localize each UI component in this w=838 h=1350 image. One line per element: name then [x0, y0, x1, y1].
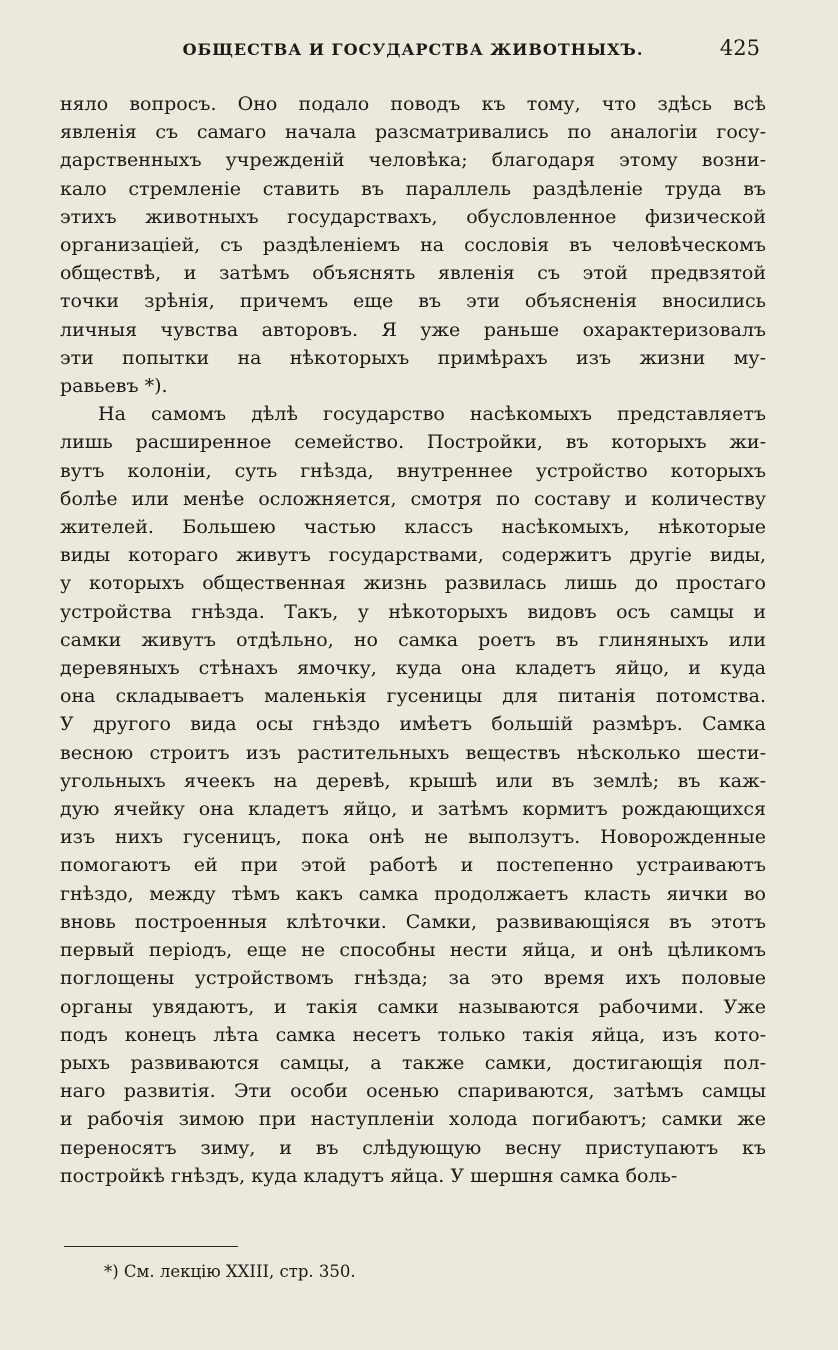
text-line: самки живутъ отдѣльно, но самка роетъ въ глиняныхъ или	[60, 628, 766, 651]
footnote: *) См. лекцію XXIII, стр. 350.	[104, 1262, 356, 1281]
text-line: кало стремленіе ставить въ параллель раздѣленіе труда въ	[60, 177, 766, 200]
text-line: личныя чувства авторовъ. Я уже раньше охарактеризовалъ	[60, 318, 766, 341]
text-line: обществѣ, и затѣмъ объяснять явленія съ этой предвзятой	[60, 262, 766, 285]
page-number: 425	[719, 36, 760, 60]
text-line: она складываетъ маленькія гусеницы для питанія потомства.	[60, 685, 766, 708]
footnote-separator	[64, 1246, 238, 1247]
text-line: у которыхъ общественная жизнь развилась лишь до простаго	[60, 572, 766, 595]
text-line: жителей. Большею частью классъ насѣкомыхъ, нѣкоторые	[60, 516, 766, 539]
text-line: постройкѣ гнѣздъ, куда кладутъ яйца. У шершня самка боль-	[60, 1164, 678, 1187]
text-line: органы увядаютъ, и такія самки называются рабочими. Уже	[60, 995, 766, 1018]
text-line: угольныхъ ячеекъ на деревѣ, крышѣ или въ землѣ; въ каж-	[60, 769, 766, 792]
paragraph	[60, 90, 766, 400]
text-line: болѣе или менѣе осложняется, смотря по составу и количеству	[60, 487, 766, 510]
running-title: ОБЩЕСТВА И ГОСУДАРСТВА ЖИВОТНЫХЪ.	[182, 40, 644, 59]
text-line: дую ячейку она кладетъ яйцо, и затѣмъ кормитъ рождающихся	[60, 798, 766, 821]
text-line: весною строитъ изъ растительныхъ веществъ нѣсколько шести-	[60, 741, 766, 764]
text-line: виды котораго живутъ государствами, содержитъ другіе виды,	[60, 544, 766, 567]
text-line: организаціей, съ раздѣленіемъ на сословія въ человѣческомъ	[60, 234, 766, 257]
text-line: помогаютъ ей при этой работѣ и постепенно устраиваютъ	[60, 854, 766, 877]
text-line: На самомъ дѣлѣ государство насѣкомыхъ представляетъ	[98, 403, 766, 426]
text-line: этихъ животныхъ государствахъ, обусловленное физической	[60, 205, 766, 228]
paragraph	[60, 400, 766, 1190]
text-line: и рабочія зимою при наступленіи холода погибаютъ; самки же	[60, 1108, 766, 1131]
text-line: гнѣздо, между тѣмъ какъ самка продолжаетъ класть яички во	[60, 882, 766, 905]
text-line: деревяныхъ стѣнахъ ямочку, куда она кладетъ яйцо, и куда	[60, 657, 766, 680]
text-line: устройства гнѣзда. Такъ, у нѣкоторыхъ видовъ осъ самцы и	[60, 600, 766, 623]
text-line: наго развитія. Эти особи осенью спариваются, затѣмъ самцы	[60, 1080, 766, 1103]
text-line: вутъ колоніи, суть гнѣзда, внутреннее устройство которыхъ	[60, 459, 766, 482]
text-line: переносятъ зиму, и въ слѣдующую весну приступаютъ къ	[60, 1136, 766, 1159]
text-line: равьевъ *).	[60, 375, 168, 398]
text-line: первый періодъ, еще не способны нести яйца, и онѣ цѣликомъ	[60, 939, 766, 962]
text-line: няло вопросъ. Оно подало поводъ къ тому, что здѣсь всѣ	[60, 93, 766, 115]
text-line: изъ нихъ гусеницъ, пока онѣ не выползутъ. Новорожденные	[60, 826, 766, 849]
text-line: вновь построенныя клѣточки. Самки, развивающіяся въ этотъ	[60, 910, 766, 933]
text-line: точки зрѣнія, причемъ еще въ эти объясненія вносились	[60, 290, 766, 313]
text-line: лишь расширенное семейство. Постройки, въ которыхъ жи-	[60, 431, 766, 454]
running-header	[60, 34, 766, 66]
text-line: явленія съ самаго начала разсматривались по аналогіи госу-	[60, 121, 766, 144]
text-line: дарственныхъ учрежденій человѣка; благодаря этому возни-	[60, 149, 766, 172]
text-line: У другого вида осы гнѣздо имѣетъ большій размѣръ. Самка	[60, 713, 766, 736]
text-line: поглощены устройствомъ гнѣзда; за это время ихъ половые	[60, 967, 766, 990]
text-line: подъ конецъ лѣта самка несетъ только такія яйца, изъ кото-	[60, 1023, 766, 1046]
body-text	[60, 90, 766, 1190]
text-line: рыхъ развиваются самцы, а также самки, достигающія пол-	[60, 1051, 766, 1074]
text-line: эти попытки на нѣкоторыхъ примѣрахъ изъ жизни му-	[60, 346, 766, 369]
